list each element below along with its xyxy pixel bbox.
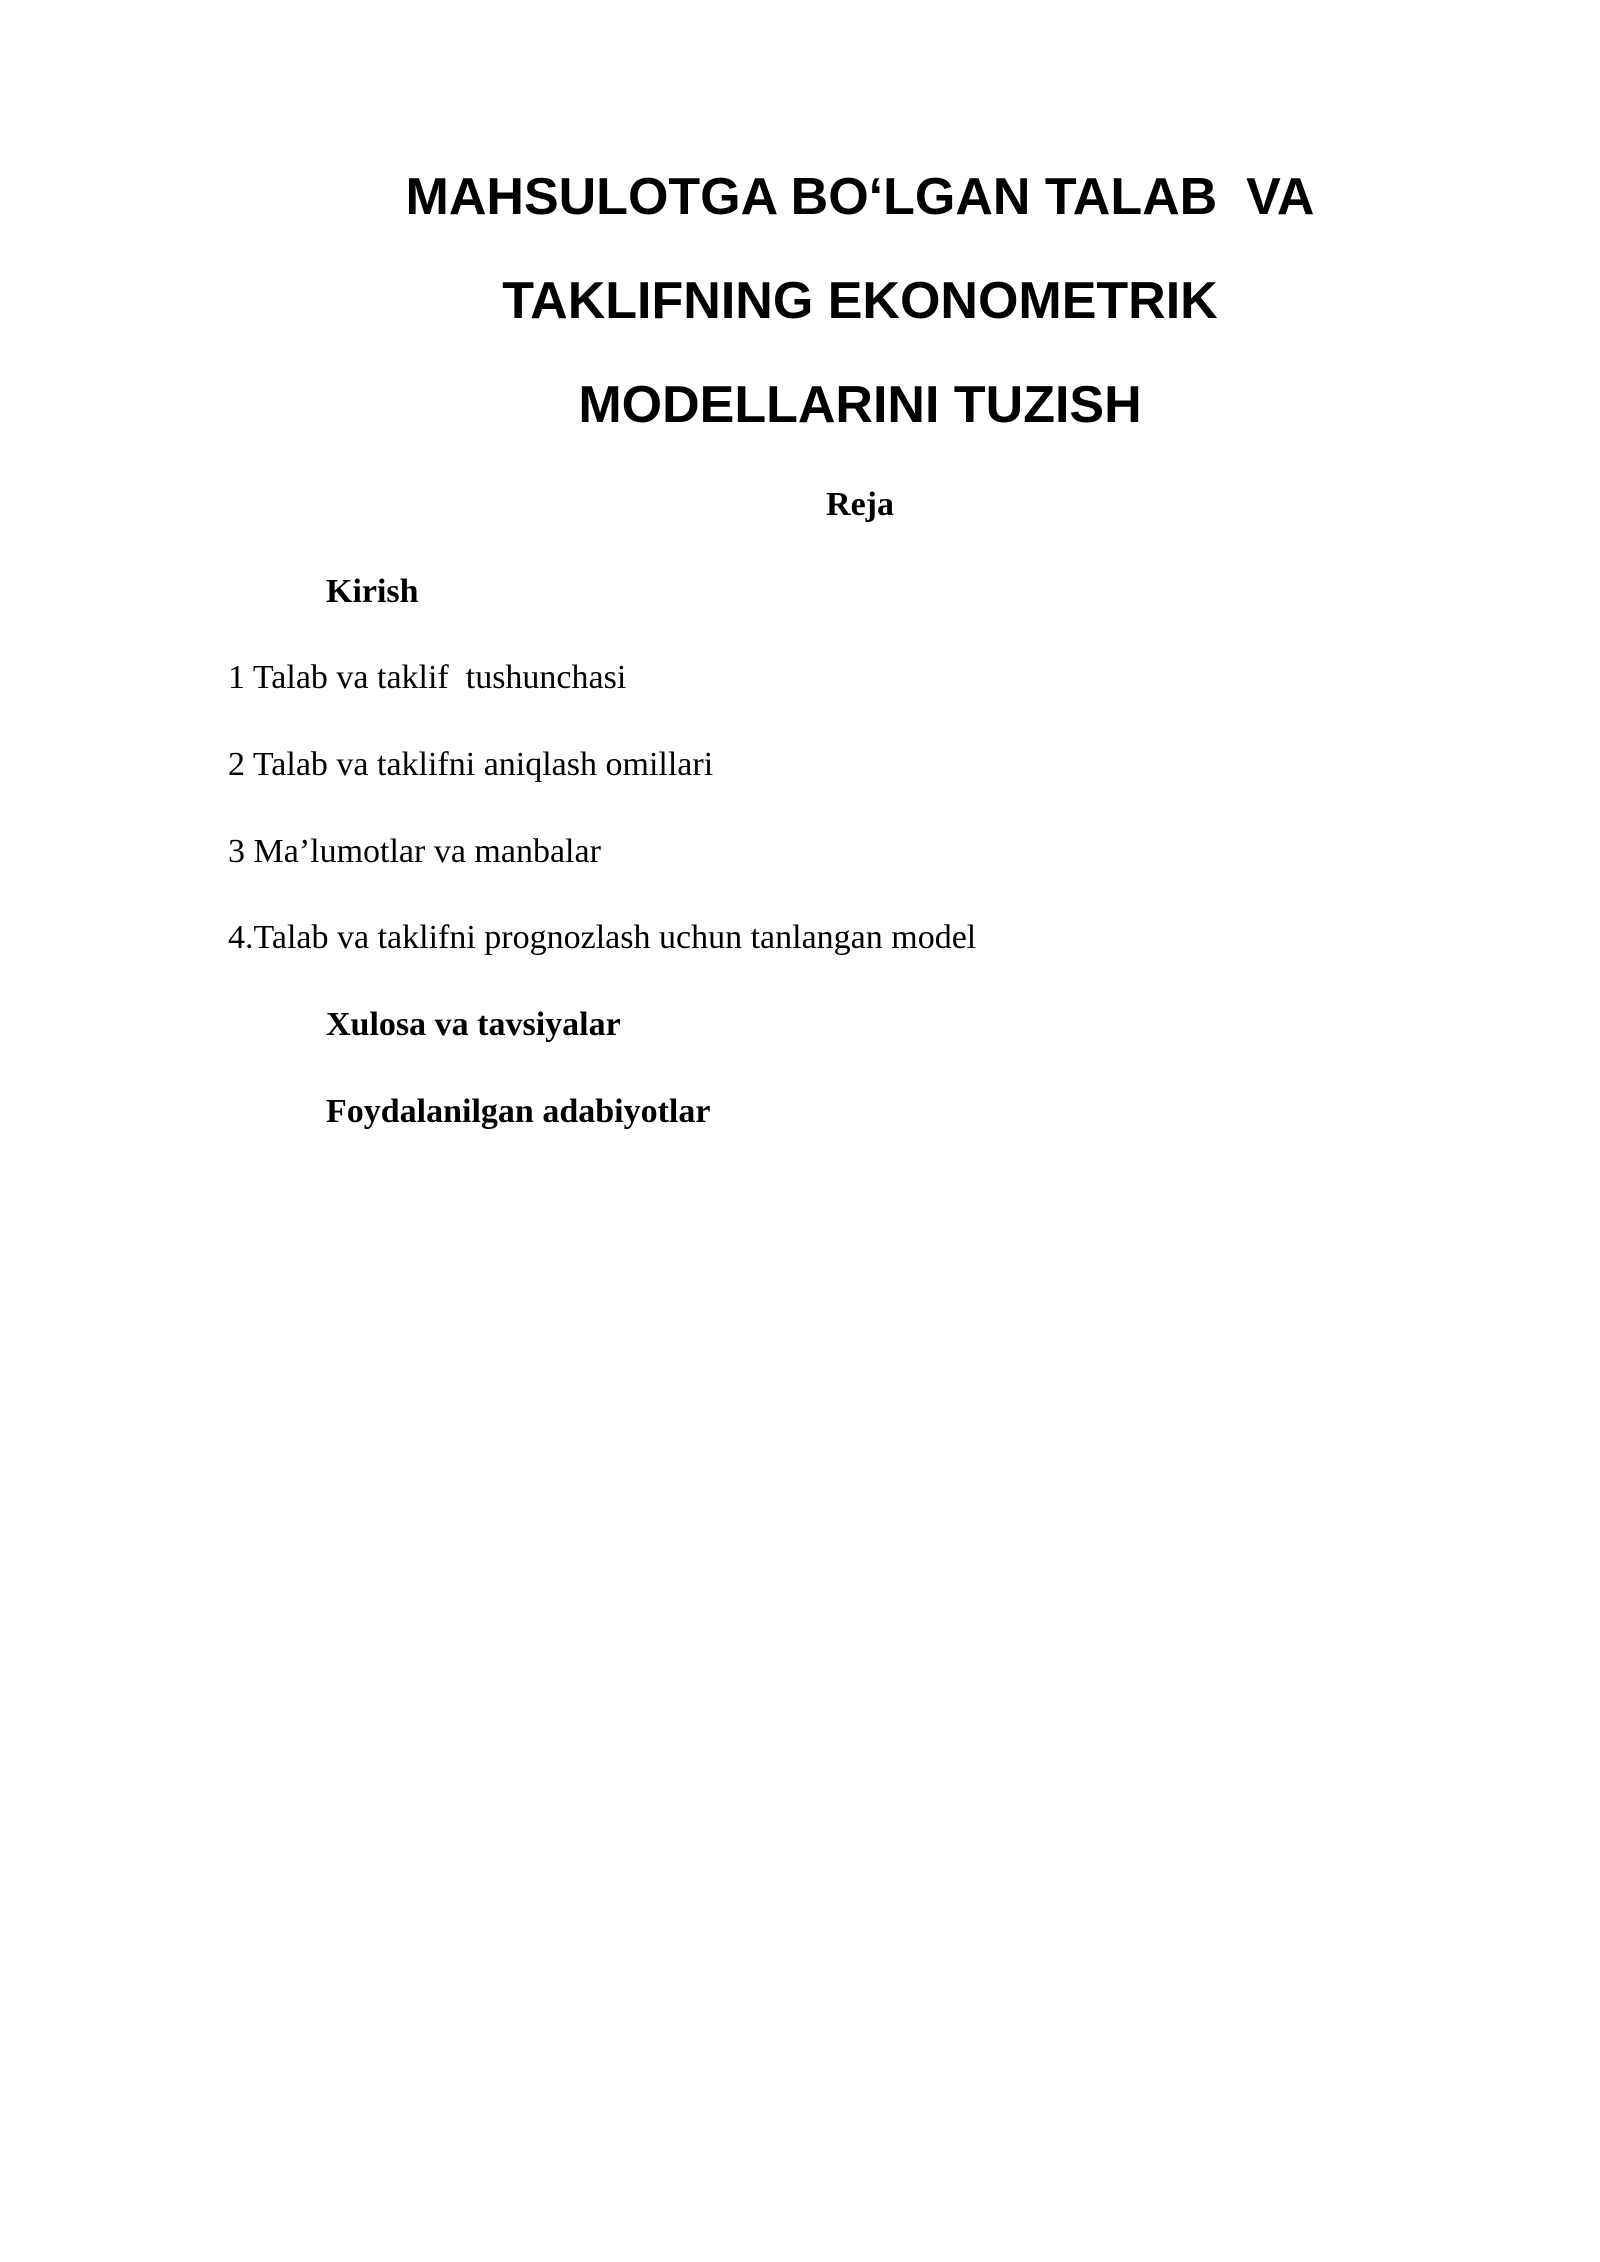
document-title bbox=[330, 145, 1390, 457]
title-line-2: TAKLIFNING EKONOMETRIK bbox=[502, 272, 1218, 330]
plan-item-3: 3 Ma’lumotlar va manbalar bbox=[228, 833, 601, 870]
plan-conclusion: Xulosa va tavsiyalar bbox=[326, 1006, 621, 1043]
title-line-3: MODELLARINI TUZISH bbox=[578, 376, 1142, 434]
title-line-1: MAHSULOTGA BO‘LGAN TALAB VA bbox=[405, 168, 1315, 226]
plan-heading: Reja bbox=[826, 486, 894, 523]
plan-item-4: 4.Talab va taklifni prognozlash uchun tanlangan model bbox=[228, 919, 977, 956]
plan-item-2: 2 Talab va taklifni aniqlash omillari bbox=[228, 746, 714, 783]
plan-references: Foydalanilgan adabiyotlar bbox=[326, 1093, 711, 1130]
plan-item-1: 1 Talab va taklif tushunchasi bbox=[228, 659, 627, 696]
plan-intro: Kirish bbox=[326, 573, 419, 610]
